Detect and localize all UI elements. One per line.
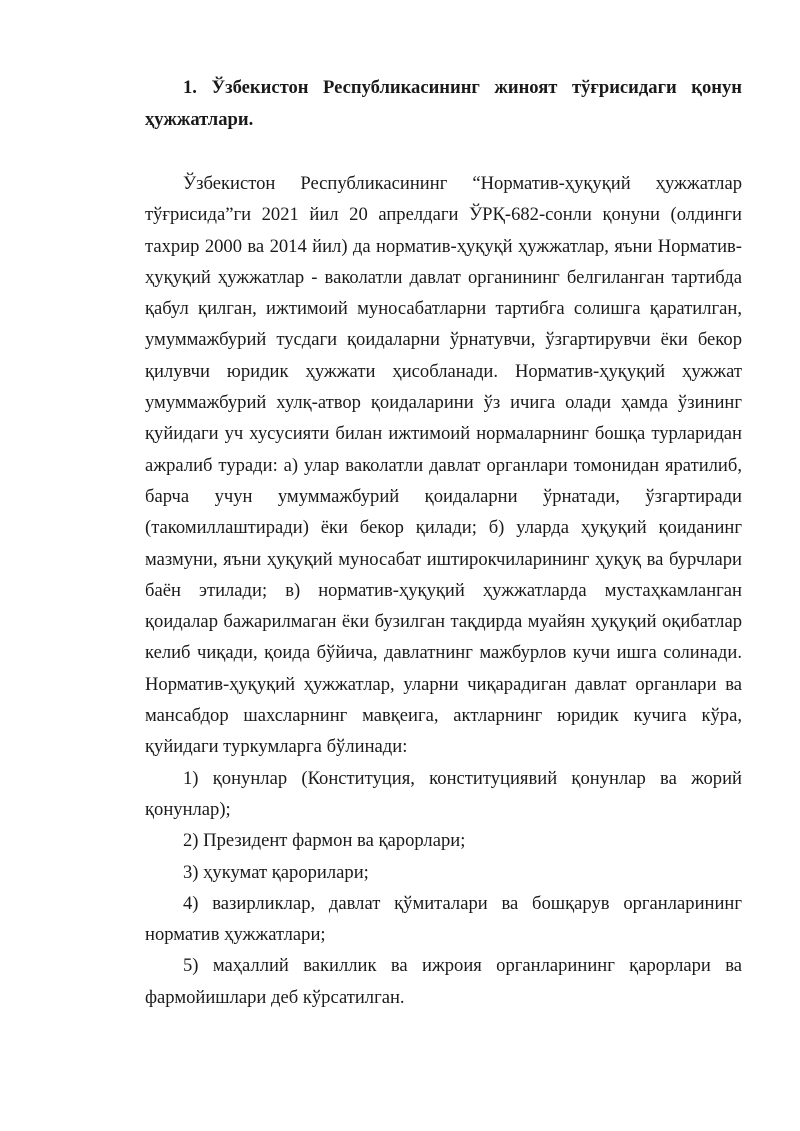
list-item-government-decisions: 3) ҳукумат қарорилари; xyxy=(183,861,369,883)
list-item-laws: 1) қонунлар (Конституция, конституциявий қонунлар ва жорий қонунлар); xyxy=(145,767,742,820)
section-heading: 1. Ўзбекистон Республикасининг жиноят тўғрисидаги қонун ҳужжатлари. xyxy=(145,77,742,130)
document-body xyxy=(145,72,742,1013)
intro-paragraph: Ўзбекистон Республикасининг “Норматив-ҳуқуқий ҳужжатлар тўғрисида”ги 2021 йил 20 апрелдаги ЎРҚ-682-сонли қонуни (олдинги тахрир 2000 ва 2014 йил) да норматив-ҳуқуқй ҳужжатлар, яъни Норматив-ҳуқуқий ҳужжатлар - ваколатли давлат органининг белгиланган тартибда қабул қилган, ижтимоий муносабатларни тартибга солишга қаратилган, умуммажбурий тусдаги қоидаларни ўрнатувчи, ўзгартирувчи ёки бекор қилувчи юридик ҳужжати ҳисобланади. Норматив-ҳуқуқий ҳужжат умуммажбурий хулқ-атвор қоидаларини ўз ичига олади ҳамда ўзининг қуйидаги уч хусусияти билан ижтимоий нормаларнинг бошқа турларидан ажралиб туради: а) улар ваколатли давлат органлари томонидан яратилиб, барча учун умуммажбурий қоидаларни ўрнатади, ўзгартиради (такомиллаштиради) ёки бекор қилади; б) уларда ҳуқуқий қоиданинг мазмуни, яъни ҳуқуқий муносабат иштирокчиларининг ҳуқуқ ва бурчлари баён этилади; в) норматив-ҳуқуқий ҳужжатларда мустаҳкамланган қоидалар бажарилмаган ёки бузилган тақдирда муайян ҳуқуқий оқибатлар келиб чиқади, қоида бўйича, давлатнинг мажбурлов кучи ишга солинади. Норматив-ҳуқуқий ҳужжатлар, уларни чиқарадиган давлат органлари ва мансабдор шахсларнинг мавқеига, актларнинг юридик кучига кўра, қуйидаги туркумларга бўлинади: xyxy=(145,173,742,758)
list-item-president-decrees: 2) Президент фармон ва қарорлари; xyxy=(183,830,466,852)
list-item-local-authority-decisions: 5) маҳаллий вакиллик ва ижроия органларининг қарорлари ва фармойишлари деб кўрсатилган. xyxy=(145,955,742,1008)
list-item-ministry-documents: 4) вазирликлар, давлат қўмиталари ва бошқарув органларининг норматив ҳужжатлари; xyxy=(145,892,742,946)
